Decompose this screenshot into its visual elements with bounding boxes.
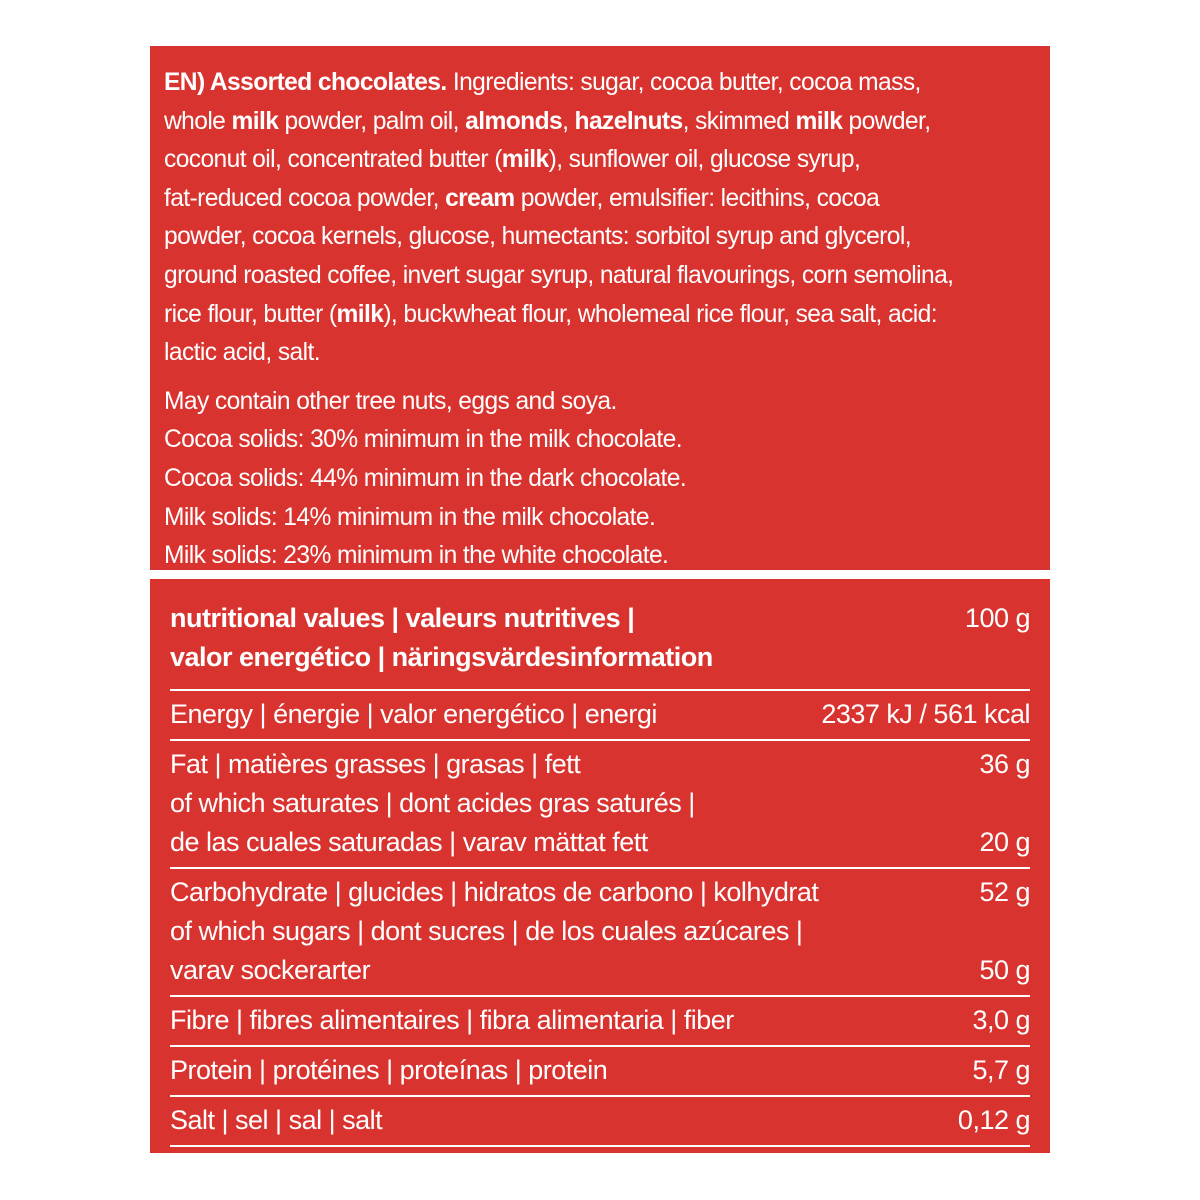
- ingredient-segment: powder, emulsifier: lecithins, cocoa: [514, 184, 880, 212]
- ingredient-segment: lactic acid, salt.: [164, 339, 320, 367]
- ingredient-bold-segment: cream: [445, 184, 515, 212]
- row-value: 52 g: [979, 877, 1030, 907]
- row-value: 3,0 g: [972, 1005, 1030, 1035]
- ingredient-bold-segment: EN) Assorted chocolates.: [164, 69, 447, 96]
- row-label: Fibre | fibres alimentaires | fibra alimentaria | fiber: [170, 1005, 734, 1035]
- ingredient-segment: whole: [164, 107, 232, 135]
- allergen-notes: [164, 383, 1036, 576]
- note-line: May contain other tree nuts, eggs and soya.: [164, 387, 617, 415]
- ingredient-bold-segment: milk: [336, 300, 384, 328]
- ingredients-text: [164, 64, 1036, 373]
- ingredient-line: [164, 218, 1036, 257]
- ingredient-segment: ), sunflower oil, glucose syrup,: [548, 146, 861, 174]
- ingredient-line: [164, 141, 1036, 180]
- ingredient-segment: ), buckwheat flour, wholemeal rice flour, sea salt, acid:: [383, 300, 937, 328]
- ingredient-segment: ,: [562, 107, 575, 135]
- header-line-2: valor energético | näringsvärdesinformation: [170, 642, 713, 672]
- note-line: Milk solids: 23% minimum in the white chocolate.: [164, 542, 669, 570]
- ingredient-segment: Ingredients: sugar, cocoa butter, cocoa mass,: [446, 69, 921, 96]
- note-line: Milk solids: 14% minimum in the milk chocolate.: [164, 503, 656, 531]
- ingredient-segment: coconut oil, concentrated butter (: [164, 146, 502, 174]
- row-sub-label: of which sugars | dont sucres | de los cuales azúcares |: [170, 916, 803, 946]
- ingredient-bold-segment: milk: [231, 107, 279, 135]
- nutrition-row-salt: [170, 1097, 1030, 1147]
- ingredient-line: [164, 334, 1036, 373]
- row-sub-label: varav sockerarter: [170, 955, 371, 985]
- row-label: Protein | protéines | proteínas | protein: [170, 1055, 608, 1085]
- row-label: Energy | énergie | valor energético | energi: [170, 699, 657, 729]
- nutrition-row-fat: [170, 741, 1030, 869]
- row-sub-value: 20 g: [979, 827, 1030, 857]
- nutrition-table-header: [170, 599, 1030, 691]
- row-sub-value: 50 g: [979, 955, 1030, 985]
- row-sub-label: de las cuales saturadas | varav mättat fett: [170, 827, 648, 857]
- ingredient-segment: powder, palm oil,: [278, 107, 466, 135]
- ingredient-line: [164, 257, 1036, 296]
- nutrition-row-protein: [170, 1047, 1030, 1097]
- note-line: Cocoa solids: 30% minimum in the milk chocolate.: [164, 426, 682, 454]
- ingredient-line: [164, 180, 1036, 219]
- row-label: Carbohydrate | glucides | hidratos de carbono | kolhydrat: [170, 877, 819, 907]
- ingredient-segment: , skimmed: [682, 107, 796, 135]
- ingredient-bold-segment: milk: [795, 107, 843, 135]
- nutrition-row-carbohydrate: [170, 869, 1030, 997]
- ingredient-segment: rice flour, butter (: [164, 300, 337, 328]
- ingredient-line: [164, 296, 1036, 335]
- row-value: 0,12 g: [957, 1105, 1030, 1135]
- ingredient-segment: powder,: [842, 107, 931, 135]
- ingredient-segment: ground roasted coffee, invert sugar syrup, natural flavourings, corn semolina,: [164, 261, 954, 289]
- ingredient-segment: fat-reduced cocoa powder,: [164, 184, 446, 212]
- nutrition-row-fibre: [170, 997, 1030, 1047]
- row-label: Salt | sel | sal | salt: [170, 1105, 383, 1135]
- row-sub-label: of which saturates | dont acides gras saturés |: [170, 788, 695, 818]
- ingredient-line: [164, 64, 1036, 103]
- ingredients-panel: [150, 46, 1050, 570]
- ingredient-bold-segment: hazelnuts: [574, 107, 683, 135]
- ingredient-segment: powder, cocoa kernels, glucose, humectants: sorbitol syrup and glycerol,: [164, 223, 911, 251]
- nutrition-row-energy: [170, 691, 1030, 741]
- header-amount: 100 g: [964, 603, 1030, 633]
- row-value: 36 g: [979, 749, 1030, 779]
- row-value: 2337 kJ / 561 kcal: [821, 699, 1030, 729]
- header-line-1: nutritional values | valeurs nutritives |: [170, 603, 635, 633]
- ingredient-bold-segment: almonds: [465, 107, 563, 135]
- row-value: 5,7 g: [972, 1055, 1030, 1085]
- header-title: [170, 599, 713, 677]
- ingredient-bold-segment: milk: [501, 146, 549, 174]
- note-line: Cocoa solids: 44% minimum in the dark chocolate.: [164, 464, 687, 492]
- row-label: Fat | matières grasses | grasas | fett: [170, 749, 581, 779]
- nutrition-panel: [150, 579, 1050, 1153]
- ingredient-line: [164, 103, 1036, 142]
